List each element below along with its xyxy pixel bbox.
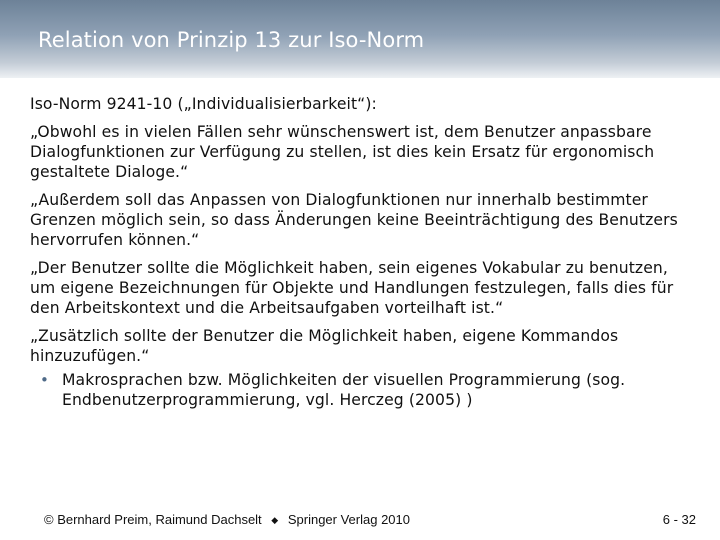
quote-paragraph: „Außerdem soll das Anpassen von Dialogfunktionen nur innerhalb bestimmter Grenzen möglich sein, so dass Änderungen keine Beeinträchtigung des Benutzers hervorrufen können.“ — [30, 191, 678, 249]
intro-line: Iso-Norm 9241-10 („Individualisierbarkeit“): — [30, 95, 377, 113]
bullet-text: Makrosprachen bzw. Möglichkeiten der visuellen Programmierung (sog. Endbenutzerprogrammierung, vgl. Herczeg (2005) ) — [62, 371, 626, 409]
bullet-icon: • — [40, 371, 49, 389]
bullet-item — [40, 370, 690, 410]
footer-authors: © Bernhard Preim, Raimund Dachselt — [44, 512, 262, 527]
slide-title: Relation von Prinzip 13 zur Iso-Norm — [38, 28, 425, 52]
footer-publisher: Springer Verlag 2010 — [287, 512, 410, 527]
footer-credits — [44, 512, 410, 527]
quote-paragraph: „Der Benutzer sollte die Möglichkeit haben, sein eigenes Vokabular zu benutzen, um eigene Bezeichnungen für Objekte und Handlungen festzulegen, falls dies für den Arbeitskontext und die Arbeitsaufgaben vorteilhaft ist.“ — [30, 259, 674, 317]
title-bar — [0, 0, 720, 78]
slide-body — [30, 94, 690, 410]
quote-paragraph: „Zusätzlich sollte der Benutzer die Möglichkeit haben, eigene Kommandos hinzuzufügen.“ — [30, 327, 619, 365]
footer — [0, 512, 720, 534]
quote-paragraph: „Obwohl es in vielen Fällen sehr wünschenswert ist, dem Benutzer anpassbare Dialogfunktionen zur Verfügung zu stellen, ist dies kein Ersatz für ergonomisch gestaltete Dialoge.“ — [30, 123, 655, 181]
page-number: 6 - 32 — [662, 512, 696, 527]
diamond-separator-icon: ◆ — [271, 515, 279, 525]
